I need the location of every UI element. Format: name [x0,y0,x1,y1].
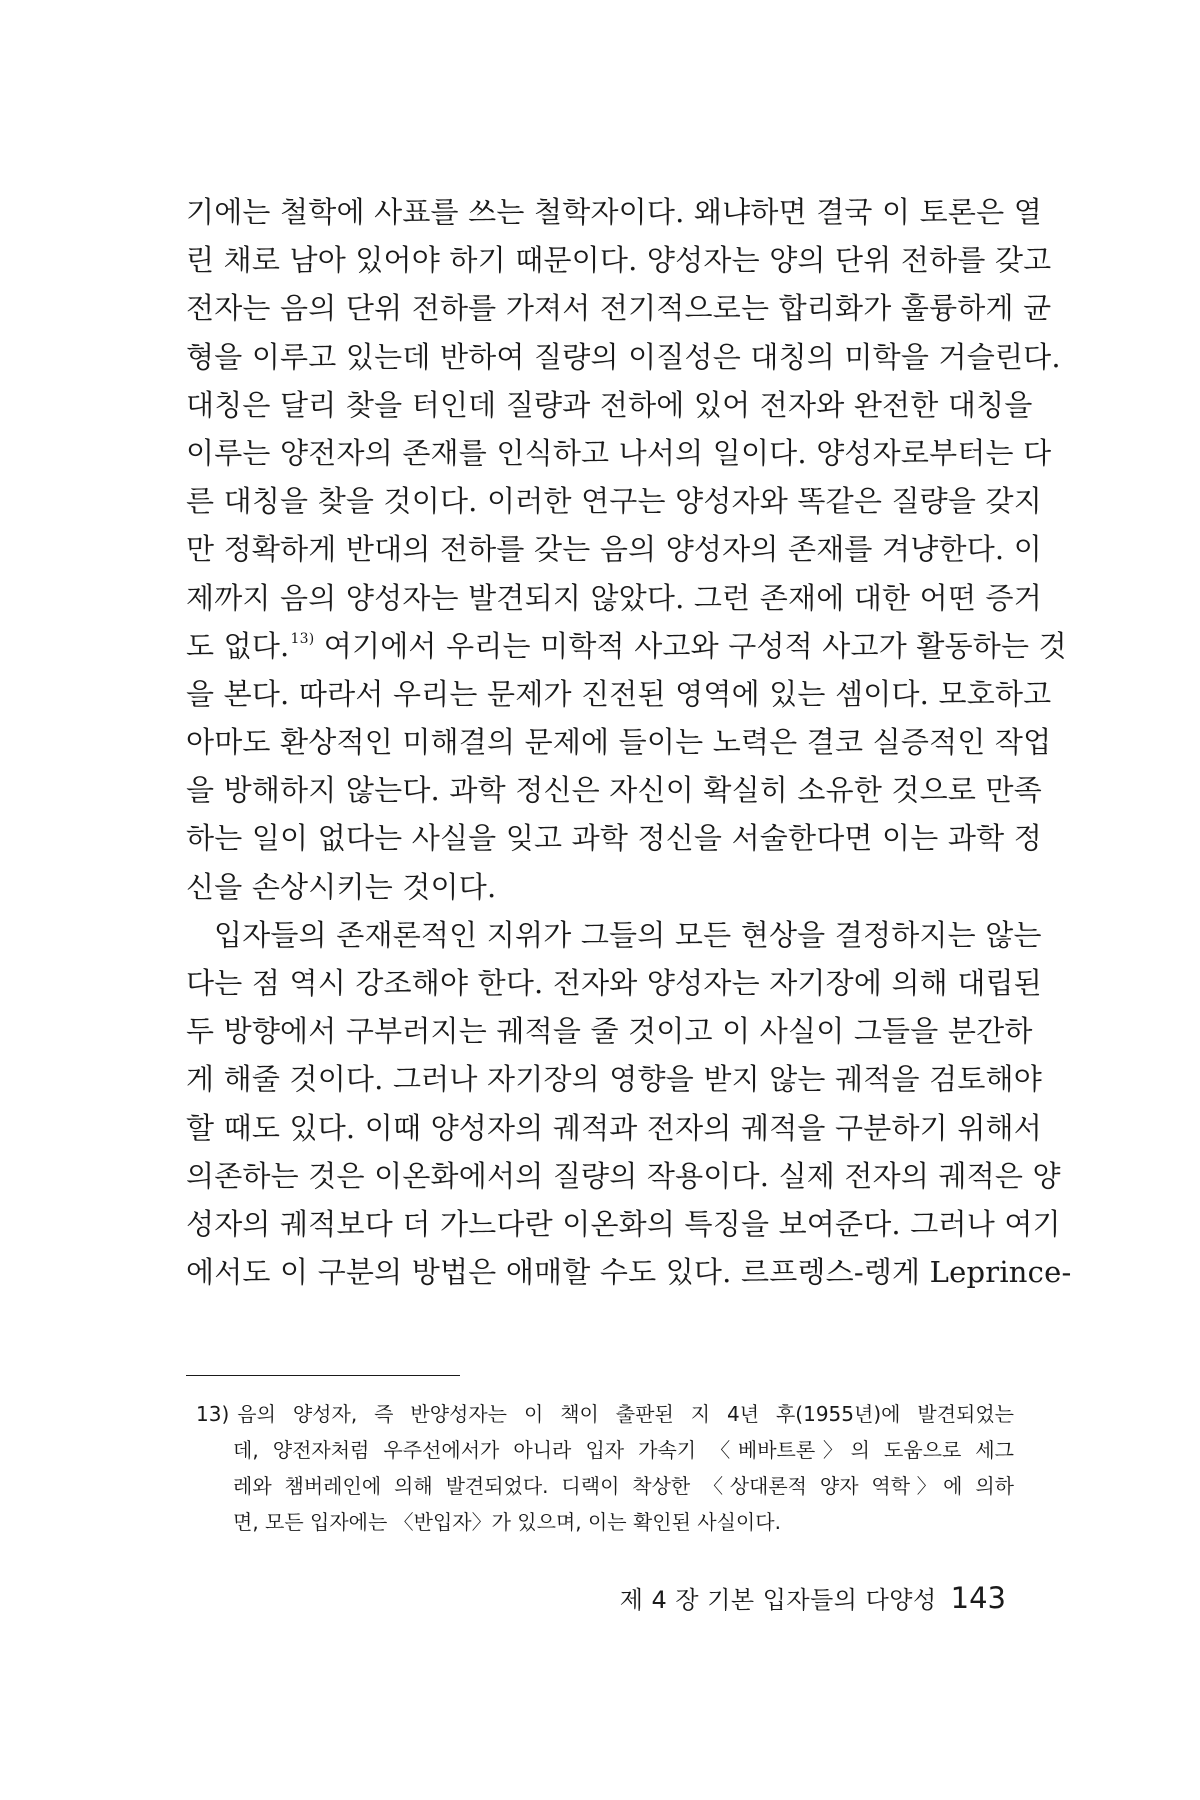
footnote-reference[interactable]: 13) [290,630,315,647]
text-line: 을 방해하지 않는다. 과학 정신은 자신이 확실히 소유한 것으로 만족 [186,773,1042,808]
text-line-with-footnote-ref [186,622,1067,670]
text-line: 에서도 이 구분의 방법은 애매할 수도 있다. 르프렝스-렝게 Leprince- [186,1255,1072,1290]
main-text [186,188,1072,1296]
text-line: 형을 이루고 있는데 반하여 질량의 이질성은 대칭의 미학을 거슬린다. [186,339,1061,374]
footnote-line [196,1396,1014,1432]
text-line: 만 정확하게 반대의 전하를 갖는 음의 양성자의 존재를 겨냥한다. 이 [186,532,1042,567]
footnote-line: 레와 챔버레인에 의해 발견되었다. 디랙이 착상한 〈상대론적 양자 역학〉에 의하 [233,1474,1014,1498]
text-line: 른 대칭을 찾을 것이다. 이러한 연구는 양성자와 똑같은 질량을 갖지 [186,484,1042,519]
paragraph-first-line: 입자들의 존재론적인 지위가 그들의 모든 현상을 결정하지는 않는 [214,917,1042,952]
text-line: 두 방향에서 구부러지는 궤적을 줄 것이고 이 사실이 그들을 분간하 [186,1014,1033,1049]
text-line: 을 본다. 따라서 우리는 문제가 진전된 영역에 있는 셈이다. 모호하고 [186,676,1052,711]
text-line: 기에는 철학에 사표를 쓰는 철학자이다. 왜냐하면 결국 이 토론은 열 [186,195,1042,229]
chapter-title: 제 4 장 기본 입자들의 다양성 [619,1586,937,1614]
text-line: 성자의 궤적보다 더 가느다란 이온화의 특징을 보여준다. 그러나 여기 [186,1206,1061,1241]
text-line: 이루는 양전자의 존재를 인식하고 나서의 일이다. 양성자로부터는 다 [186,435,1052,470]
text-line: 게 해줄 것이다. 그러나 자기장의 영향을 받지 않는 궤적을 검토해야 [186,1062,1042,1097]
page-number: 143 [950,1581,1006,1615]
running-footer [620,1580,1006,1615]
text-line: 린 채로 남아 있어야 하기 때문이다. 양성자는 양의 단위 전하를 갖고 [186,243,1052,278]
text-segment: 여기에서 우리는 미학적 사고와 구성적 사고가 활동하는 것 [314,628,1067,663]
footnote-text: 음의 양성자, 즉 반양성자는 이 책이 출판된 지 4년 후(1955년)에 발견되었는 [237,1402,1014,1426]
footnote-number: 13) [196,1402,230,1426]
footnote-line: 데, 양전자처럼 우주선에서가 아니라 입자 가속기 〈베바트론〉의 도움으로 세그 [233,1438,1014,1462]
text-line: 다는 점 역시 강조해야 한다. 전자와 양성자는 자기장에 의해 대립된 [186,966,1042,1000]
text-line: 전자는 음의 단위 전하를 가져서 전기적으로는 합리화가 훌륭하게 균 [186,291,1052,326]
text-line: 신을 손상시키는 것이다. [186,869,497,904]
text-line: 제까지 음의 양성자는 발견되지 않았다. 그런 존재에 대한 어떤 증거 [186,580,1042,615]
footnote-line: 면, 모든 입자에는 〈반입자〉가 있으며, 이는 확인된 사실이다. [233,1510,781,1534]
text-line: 대칭은 달리 찾을 터인데 질량과 전하에 있어 전자와 완전한 대칭을 [186,387,1033,422]
footnote-divider [186,1375,460,1376]
text-line: 하는 일이 없다는 사실을 잊고 과학 정신을 서술한다면 이는 과학 정 [186,821,1042,856]
text-line: 의존하는 것은 이온화에서의 질량의 작용이다. 실제 전자의 궤적은 양 [186,1158,1061,1193]
text-line: 할 때도 있다. 이때 양성자의 궤적과 전자의 궤적을 구분하기 위해서 [186,1110,1042,1145]
text-segment: 도 없다. [186,628,290,663]
text-line: 아마도 환상적인 미해결의 문제에 들이는 노력은 결코 실증적인 작업 [186,725,1052,760]
footnote [196,1396,1014,1540]
